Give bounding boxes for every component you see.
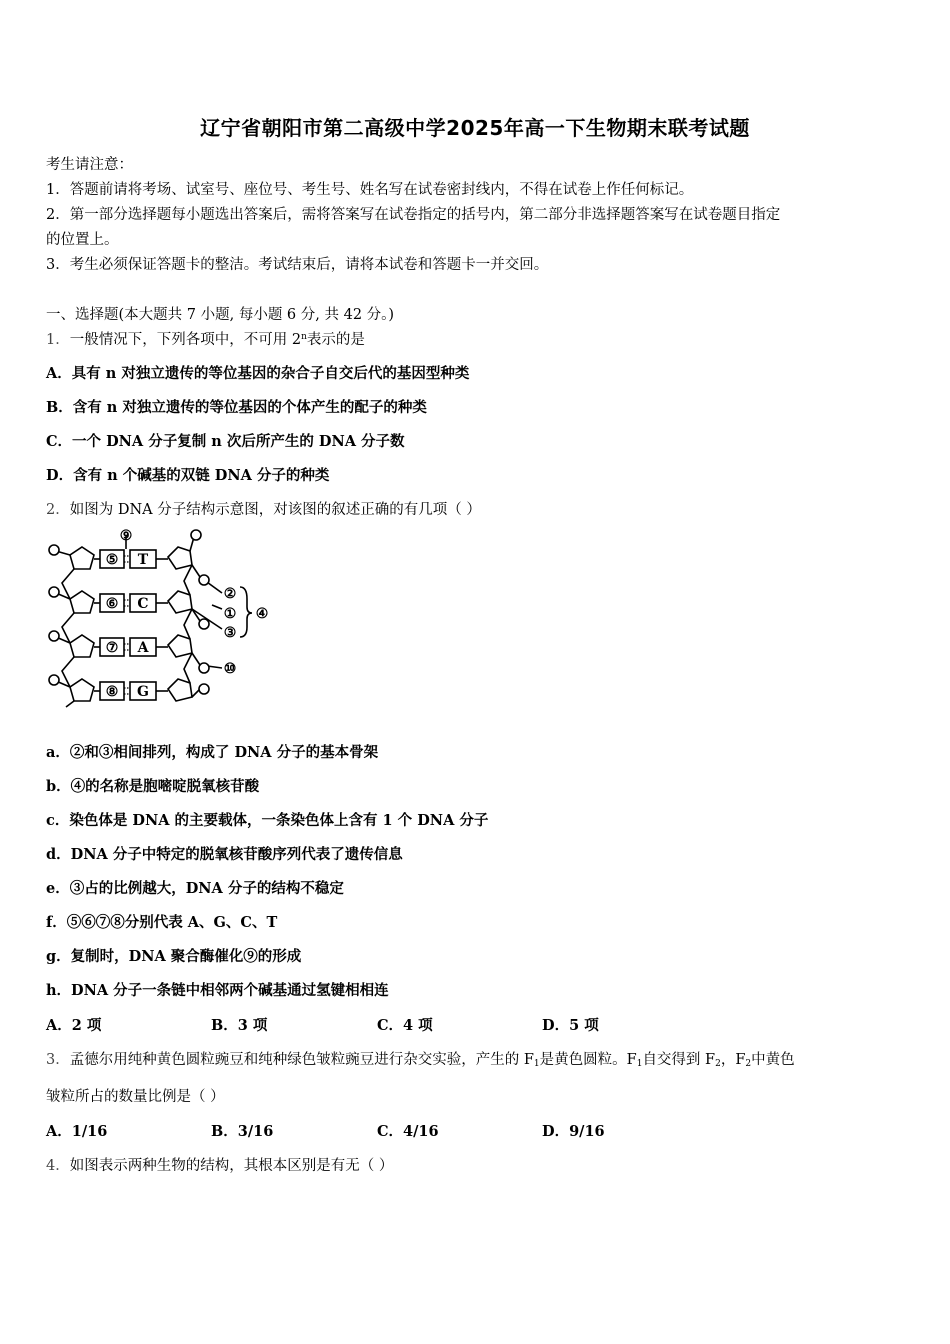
statement-g: g．复制时，DNA 聚合酶催化⑨的形成 (46, 948, 302, 965)
question-3-stem: 3．孟德尔用纯种黄色圆粒豌豆和纯种绿色皱粒豌豆进行杂交实验，产生的 $F_1$是黄色圆粒。$F_1$自交得到 $F_2$，$F_2$中黄色 (46, 1052, 795, 1069)
question-1-stem: 1．一般情况下，下列各项中，不可用 2$^n$表示的是 (46, 332, 365, 348)
deoxyribose-shape (168, 547, 192, 569)
statement-b: b．④的名称是胞嘧啶脱氧核苷酸 (46, 778, 260, 795)
deoxyribose-shape (168, 591, 192, 613)
question-3-option-c: C．4/16 (377, 1123, 439, 1140)
figure-label-9: ⑨ (119, 528, 133, 544)
deoxyribose-shape (168, 635, 192, 657)
figure-label-2: ② (223, 586, 237, 602)
question-2-option-c: C．4 项 (377, 1017, 433, 1034)
statement-h: h．DNA 分子一条链中相邻两个碱基通过氢键相相连 (46, 982, 389, 999)
phosphate-circle (199, 619, 209, 629)
notice-item: 的位置上。 (46, 232, 119, 248)
phosphate-circle (49, 631, 59, 641)
question-number: 1． (46, 332, 70, 348)
question-1-option-d: D．含有 n 个碱基的双链 DNA 分子的种类 (46, 467, 330, 484)
dna-structure-diagram (44, 525, 284, 710)
figure-label-8: ⑧ (105, 684, 119, 700)
statement-d: d．DNA 分子中特定的脱氧核苷酸序列代表了遗传信息 (46, 846, 403, 863)
base-letter: C (137, 596, 149, 612)
figure-label-1: ① (223, 606, 237, 622)
notice-item: 1．答题前请将考场、试室号、座位号、考生号、姓名写在试卷密封线内，不得在试卷上作任何标记。 (46, 182, 694, 198)
deoxyribose-shape (70, 547, 94, 569)
question-2-option-d: D．5 项 (542, 1017, 599, 1034)
statement-a: a．②和③相间排列，构成了 DNA 分子的基本骨架 (46, 744, 379, 761)
phosphate-circle (49, 587, 59, 597)
deoxyribose-shape (70, 591, 94, 613)
figure-label-7: ⑦ (105, 640, 119, 656)
phosphate-circle (199, 575, 209, 585)
figure-label-6: ⑥ (105, 596, 119, 612)
question-3-option-a: A．1/16 (46, 1123, 108, 1140)
deoxyribose-shape (70, 679, 94, 701)
question-3-option-b: B．3/16 (211, 1123, 274, 1140)
question-number: 4． (46, 1158, 70, 1174)
figure-label-3: ③ (223, 625, 237, 641)
phosphate-circle (49, 675, 59, 685)
question-2-option-a: A．2 项 (46, 1017, 102, 1034)
statement-f: f．⑤⑥⑦⑧分别代表 A、G、C、T (46, 914, 278, 931)
figure-label-4: ④ (255, 606, 269, 622)
figure-label-5: ⑤ (105, 552, 119, 568)
question-1-option-b: B．含有 n 对独立遗传的等位基因的个体产生的配子的种类 (46, 399, 427, 416)
question-number: 2． (46, 502, 70, 518)
base-letter: G (137, 684, 149, 700)
deoxyribose-shape (168, 679, 192, 701)
question-number: 3． (46, 1052, 70, 1068)
question-2-stem: 2．如图为 DNA 分子结构示意图，对该图的叙述正确的有几项（ ） (46, 502, 481, 518)
phosphate-circle (199, 663, 209, 673)
page-title: 辽宁省朝阳市第二高级中学2025年高一下生物期末联考试题 (200, 116, 750, 140)
statement-e: e．③占的比例越大，DNA 分子的结构不稳定 (46, 880, 344, 897)
question-3-stem-cont: 皱粒所占的数量比例是（ ） (46, 1089, 225, 1105)
question-1-option-c: C．一个 DNA 分子复制 n 次后所产生的 DNA 分子数 (46, 433, 405, 450)
notice-heading: 考生请注意： (46, 157, 133, 173)
question-1-option-a: A．具有 n 对独立遗传的等位基因的杂合子自交后代的基因型种类 (46, 365, 470, 382)
statement-c: c．染色体是 DNA 的主要载体，一条染色体上含有 1 个 DNA 分子 (46, 812, 489, 829)
question-4-stem: 4．如图表示两种生物的结构，其根本区别是有无（ ） (46, 1158, 394, 1174)
phosphate-circle (49, 545, 59, 555)
question-3-option-d: D．9/16 (542, 1123, 605, 1140)
question-2-option-b: B．3 项 (211, 1017, 268, 1034)
base-letter: T (137, 552, 149, 568)
section-heading: 一、选择题(本大题共 7 小题, 每小题 6 分, 共 42 分。) (46, 307, 395, 323)
notice-item: 2．第一部分选择题每小题选出答案后，需将答案写在试卷指定的括号内，第二部分非选择题答案写在试卷题目指定 (46, 207, 781, 223)
phosphate-circle (191, 530, 201, 540)
phosphate-circle (199, 684, 209, 694)
deoxyribose-shape (70, 635, 94, 657)
base-letter: A (137, 640, 149, 656)
notice-item: 3．考生必须保证答题卡的整洁。考试结束后，请将本试卷和答题卡一并交回。 (46, 257, 549, 273)
figure-label-10: ⑩ (223, 661, 237, 677)
